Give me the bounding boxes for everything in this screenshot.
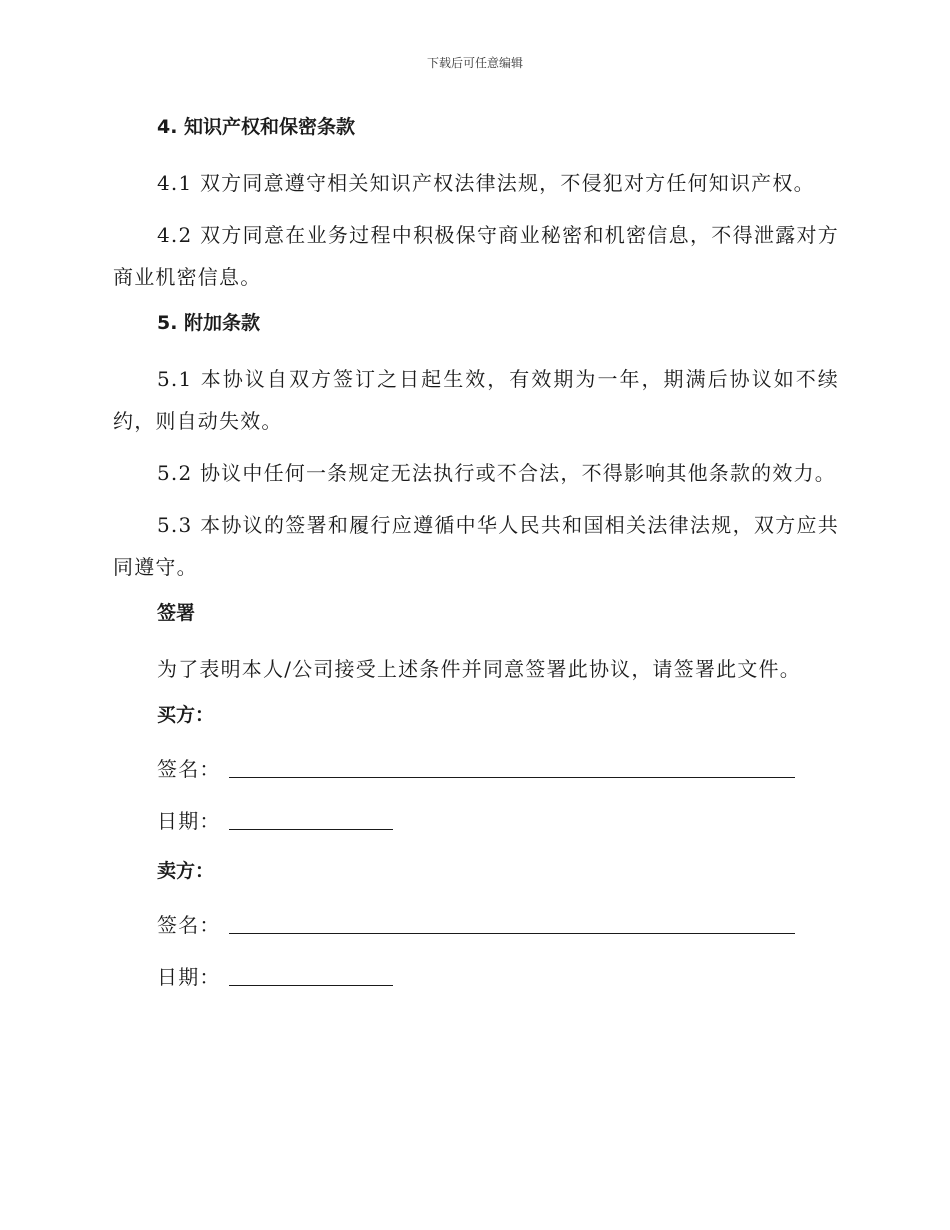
buyer-label: 买方： bbox=[157, 704, 215, 726]
buyer-date-row bbox=[113, 804, 839, 834]
signing-title: 签署 bbox=[157, 602, 196, 624]
clause-4-1: 4.1 双方同意遵守相关知识产权法律法规，不侵犯对方任何知识产权。 bbox=[157, 171, 815, 195]
buyer-signature-line bbox=[229, 753, 795, 778]
seller-signature-label: 签名： bbox=[157, 913, 221, 937]
seller-date-label: 日期： bbox=[157, 965, 221, 989]
clause-4-2: 4.2 双方同意在业务过程中积极保守商业秘密和机密信息，不得泄露对方商业机密信息。 bbox=[113, 223, 839, 289]
seller-signature-line bbox=[229, 909, 795, 934]
buyer-signature-row bbox=[113, 752, 839, 782]
document-body bbox=[113, 112, 839, 1012]
section-5-title: 5. 附加条款 bbox=[157, 312, 261, 334]
header-note: 下载后可任意编辑 bbox=[426, 56, 523, 70]
seller-date-row bbox=[113, 960, 839, 990]
buyer-date-label: 日期： bbox=[157, 809, 221, 833]
clause-5-2: 5.2 协议中任何一条规定无法执行或不合法，不得影响其他条款的效力。 bbox=[157, 461, 836, 485]
clause-5-1: 5.1 本协议自双方签订之日起生效，有效期为一年，期满后协议如不续约，则自动失效。 bbox=[113, 367, 839, 433]
buyer-signature-label: 签名： bbox=[157, 757, 221, 781]
clause-5-3: 5.3 本协议的签署和履行应遵循中华人民共和国相关法律法规，双方应共同遵守。 bbox=[113, 513, 839, 579]
signing-intro: 为了表明本人/公司接受上述条件并同意签署此协议，请签署此文件。 bbox=[157, 657, 801, 681]
seller-label: 卖方： bbox=[157, 860, 215, 882]
section-4-title: 4. 知识产权和保密条款 bbox=[157, 116, 356, 138]
signing-section bbox=[113, 598, 839, 990]
seller-date-line bbox=[229, 961, 393, 986]
seller-signature-row bbox=[113, 908, 839, 938]
buyer-date-line bbox=[229, 805, 393, 830]
